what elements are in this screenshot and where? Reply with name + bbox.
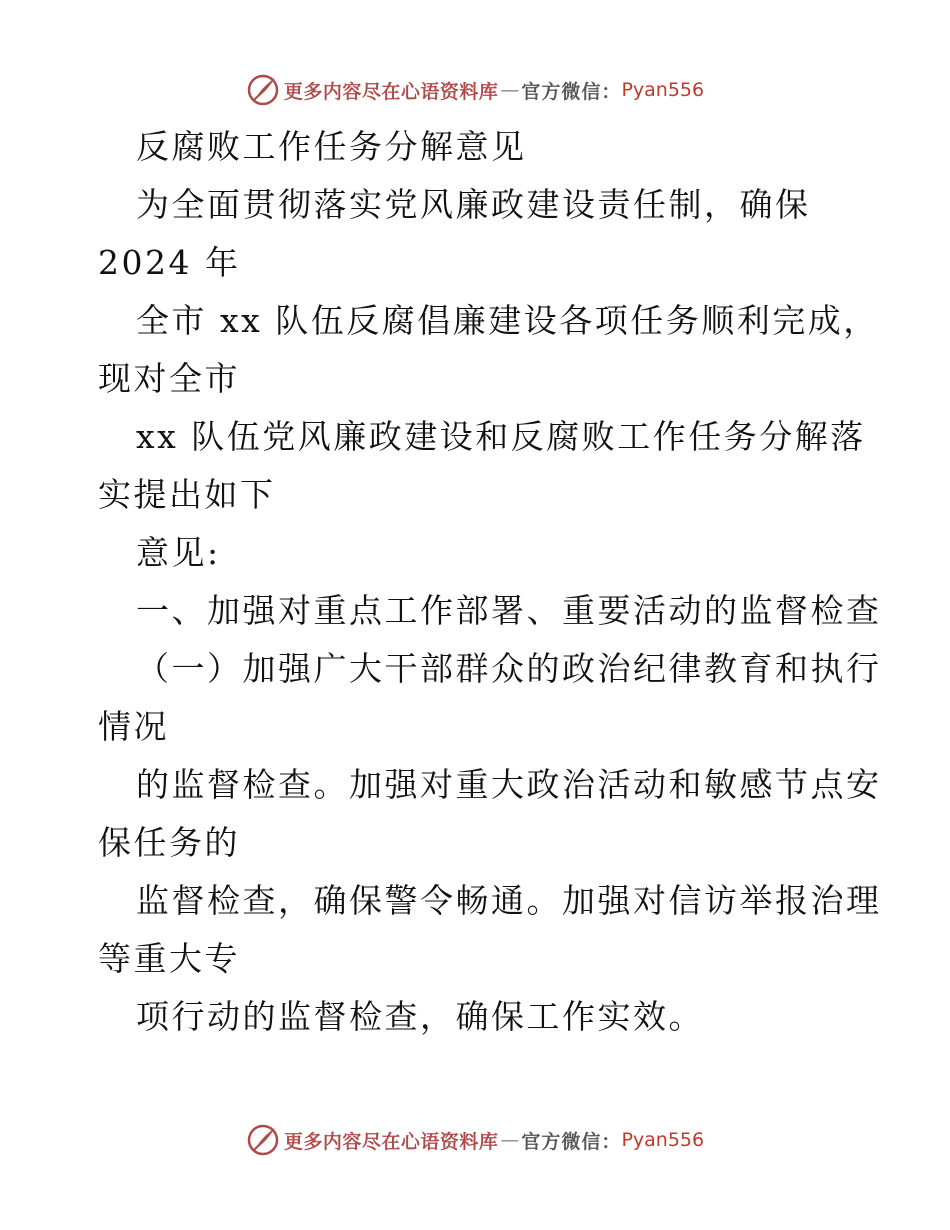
header-watermark — [0, 70, 950, 110]
doc-title: 反腐败工作任务分解意见 — [136, 127, 527, 166]
paragraph-line: 保任务的 — [98, 823, 240, 862]
section-heading: 一、加强对重点工作部署、重要活动的监督检查 — [136, 591, 882, 630]
watermark-wechat-id: Pyan556 — [621, 1129, 705, 1151]
feather-logo-icon — [246, 1123, 280, 1157]
watermark-wechat-label: 官方微信： — [521, 80, 622, 103]
paragraph-line: 全市 xx 队伍反腐倡廉建设各项任务顺利完成， — [136, 301, 879, 340]
paragraph-line: 项行动的监督检查，确保工作实效。 — [136, 997, 704, 1036]
paragraph-line: 实提出如下 — [98, 475, 276, 514]
paragraph-line: 的监督检查。加强对重大政治活动和敏感节点安 — [136, 765, 882, 804]
paragraph-line: 等重大专 — [98, 939, 240, 978]
paragraph-line: 意见: — [136, 533, 221, 572]
paragraph-line: 情况 — [98, 707, 169, 746]
feather-logo-icon — [246, 73, 280, 107]
watermark-text: 更多内容尽在心语资料库 — [283, 1130, 499, 1153]
watermark-wechat-label: 官方微信： — [521, 1130, 622, 1153]
paragraph-line: 现对全市 — [98, 359, 240, 398]
paragraph-line: 为全面贯彻落实党风廉政建设责任制，确保 — [136, 185, 811, 224]
watermark-text: 更多内容尽在心语资料库 — [283, 80, 499, 103]
paragraph-line: 监督检查，确保警令畅通。加强对信访举报治理 — [136, 881, 882, 920]
footer-watermark — [0, 1120, 950, 1160]
paragraph-line: （一）加强广大干部群众的政治纪律教育和执行 — [136, 649, 882, 688]
paragraph-line: xx 队伍党风廉政建设和反腐败工作任务分解落 — [136, 417, 866, 456]
paragraph-line: 2024 年 — [98, 243, 241, 282]
document-body — [98, 118, 882, 1046]
watermark-wechat-id: Pyan556 — [621, 79, 705, 101]
watermark-separator: — — [500, 1129, 520, 1151]
watermark-separator: — — [500, 79, 520, 101]
